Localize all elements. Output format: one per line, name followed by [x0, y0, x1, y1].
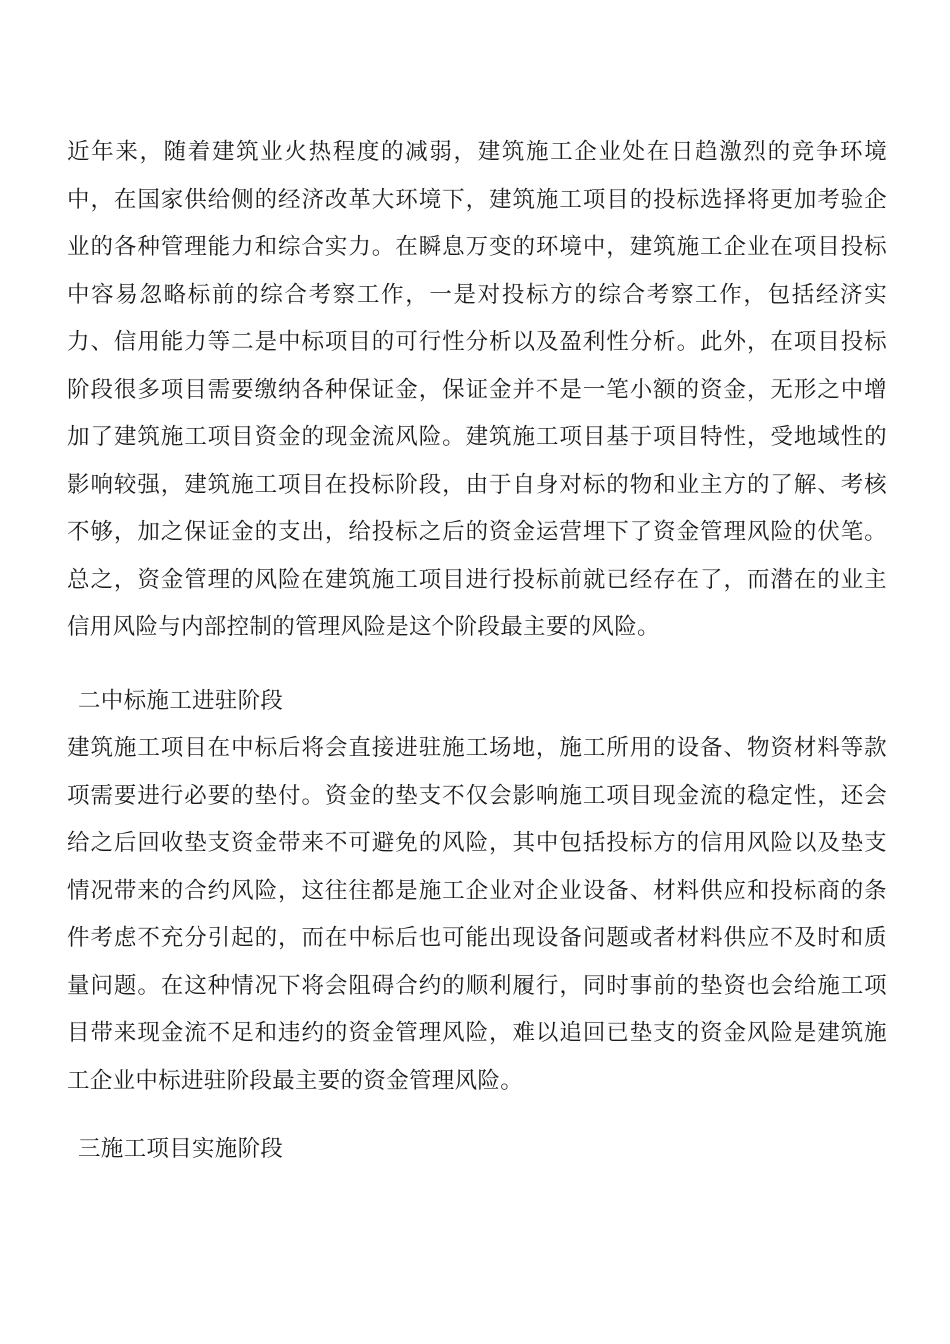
section-heading-implementation-stage: 三施工项目实施阶段: [78, 1136, 284, 1162]
paragraph-bidding-stage: 近年来，随着建筑业火热程度的减弱，建筑施工企业处在日趋激烈的竞争环境中，在国家供给侧的经济改革大环境下，建筑施工项目的投标选择将更加考验企业的各种管理能力和综合实力。在瞬息万变的环境中，建筑施工企业在项目投标中容易忽略标前的综合考察工作，一是对投标方的综合考察工作，包括经济实力、信用能力等二是中标项目的可行性分析以及盈利性分析。此外，在项目投标阶段很多项目需要缴纳各种保证金，保证金并不是一笔小额的资金，无形之中增加了建筑施工项目资金的现金流风险。建筑施工项目基于项目特性，受地域性的影响较强，建筑施工项目在投标阶段，由于自身对标的物和业主方的了解、考核不够，加之保证金的支出，给投标之后的资金运营埋下了资金管理风险的伏笔。总之，资金管理的风险在建筑施工项目进行投标前就已经存在了，而潜在的业主信用风险与内部控制的管理风险是这个阶段最主要的风险。: [67, 139, 887, 640]
paragraph-bid-winning-stage: 建筑施工项目在中标后将会直接进驻施工场地，施工所用的设备、物资材料等款项需要进行必要的垫付。资金的垫支不仅会影响施工项目现金流的稳定性，还会给之后回收垫支资金带来不可避免的风险，其中包括投标方的信用风险以及垫支情况带来的合约风险，这往往都是施工企业对企业设备、材料供应和投标商的条件考虑不充分引起的，而在中标后也可能出现设备问题或者材料供应不及时和质量问题。在这种情况下将会阻碍合约的顺利履行，同时事前的垫资也会给施工项目带来现金流不足和违约的资金管理风险，难以追回已垫支的资金风险是建筑施工企业中标进驻阶段最主要的资金管理风险。: [67, 735, 887, 1094]
section-heading-bid-winning-stage: 二中标施工进驻阶段: [78, 688, 284, 714]
